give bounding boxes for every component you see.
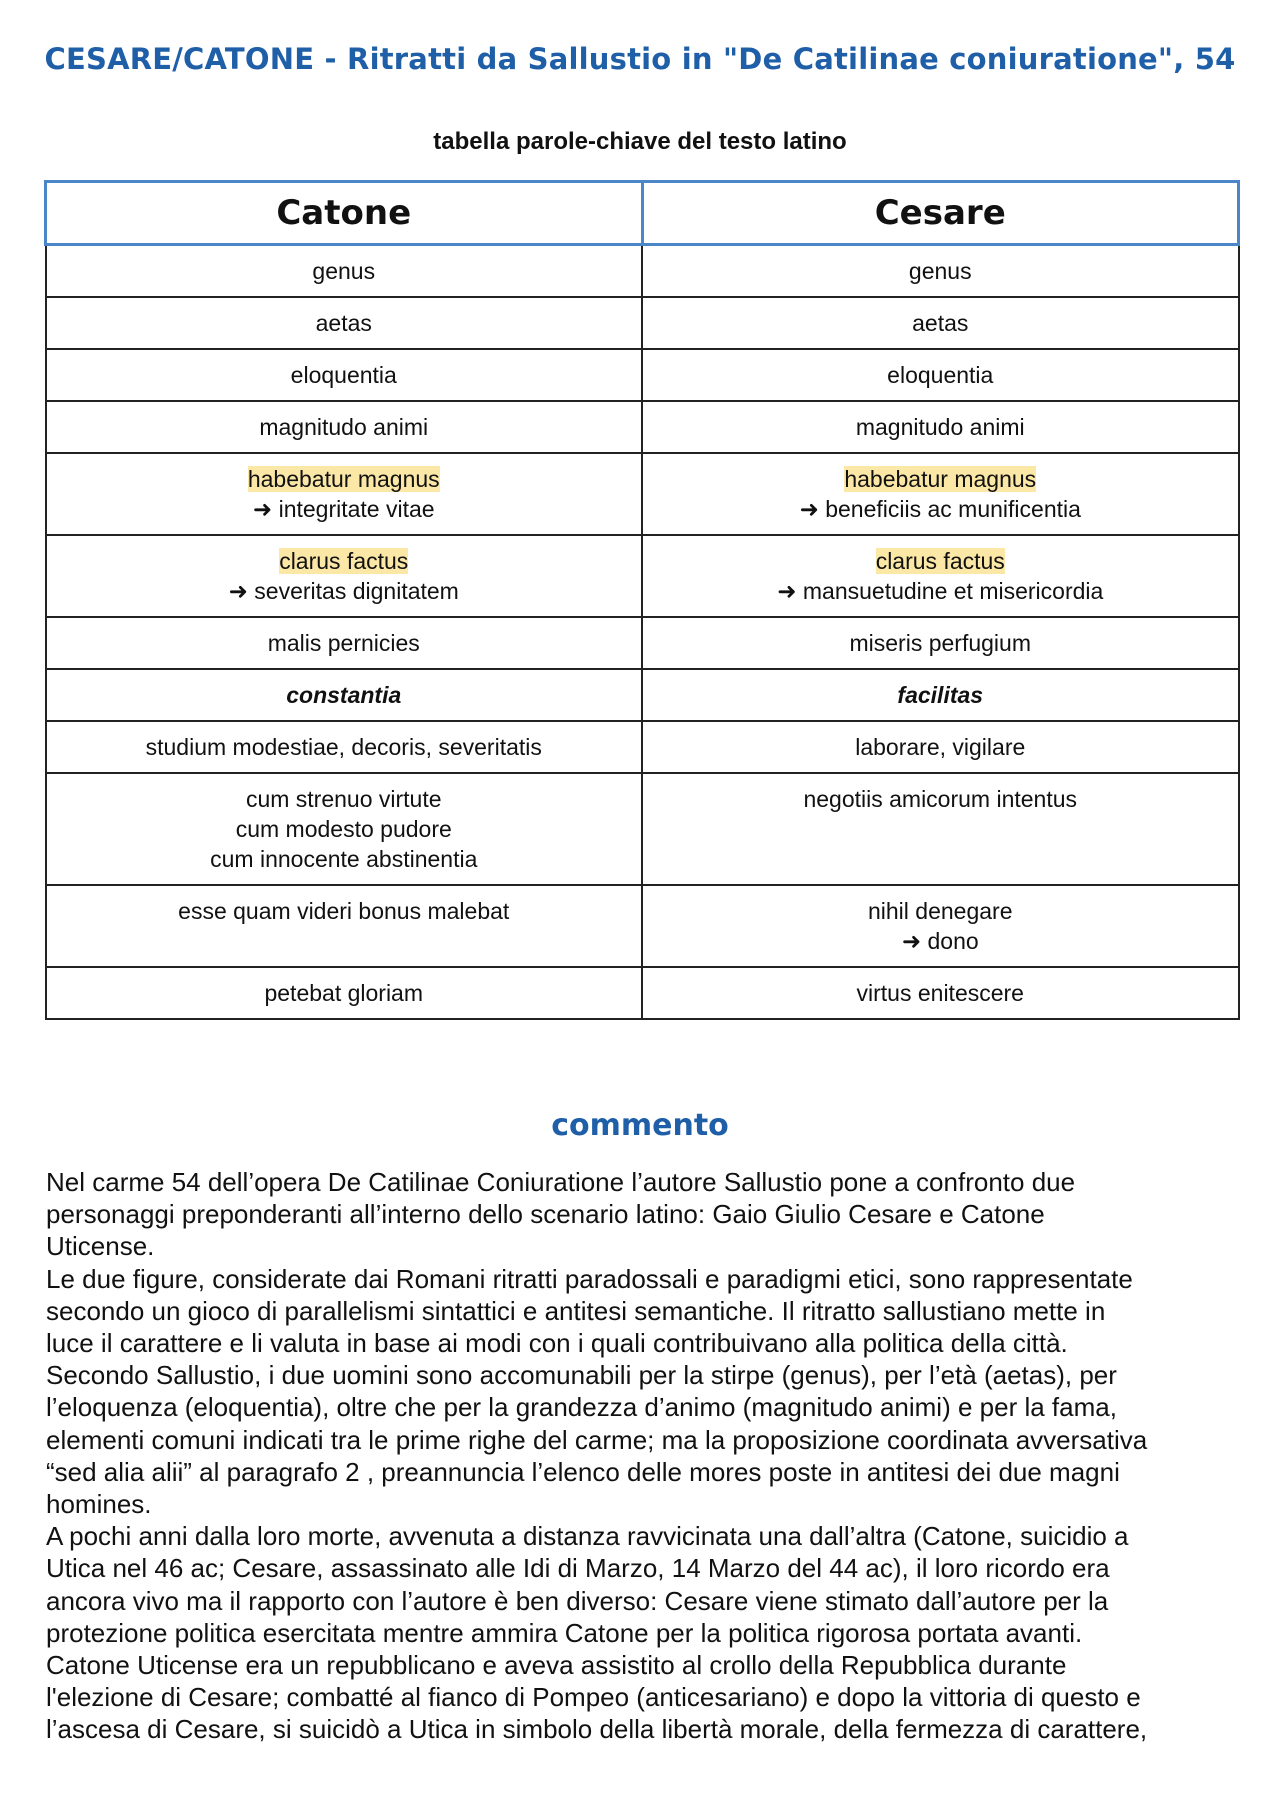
table-cell-catone	[46, 535, 643, 617]
cell-line	[55, 256, 634, 286]
cell-text: magnitudo animi	[259, 414, 429, 440]
table-row	[46, 617, 1239, 669]
cell-line	[651, 546, 1230, 576]
table-cell-cesare	[642, 245, 1239, 298]
comment-line: homines.	[46, 1489, 152, 1520]
comment-line: protezione politica esercitata mentre ammira Catone per la politica rigorosa portata avanti.	[46, 1617, 1083, 1648]
cell-text: habebatur magnus	[247, 466, 440, 492]
cell-line	[55, 494, 634, 524]
table-row	[46, 885, 1239, 967]
keywords-table	[44, 180, 1240, 1020]
table-row	[46, 535, 1239, 617]
cell-text: ➜ dono	[901, 928, 979, 954]
table-cell-catone	[46, 885, 643, 967]
cell-text: ➜ integritate vitae	[252, 496, 435, 522]
comment-line: l'elezione di Cesare; combatté al fianco di Pompeo (anticesariano) e dopo la vittoria di questo e	[46, 1682, 1141, 1713]
cell-text: eloquentia	[290, 362, 397, 388]
cell-line	[651, 308, 1230, 338]
table-row	[46, 773, 1239, 885]
cell-text: ➜ severitas dignitatem	[228, 578, 459, 604]
cell-text: cum innocente abstinentia	[210, 846, 478, 872]
table-row	[46, 967, 1239, 1019]
cell-line	[55, 814, 634, 844]
cell-text: constantia	[286, 682, 402, 708]
cell-line	[55, 896, 634, 926]
table-row	[46, 245, 1239, 298]
cell-line	[651, 412, 1230, 442]
table-cell-cesare	[642, 721, 1239, 773]
table-row	[46, 721, 1239, 773]
cell-text: clarus factus	[875, 548, 1005, 574]
comment-line: l’eloquenza (eloquentia), oltre che per la grandezza d’animo (magnitudo animi) e per la fama,	[46, 1392, 1117, 1423]
table-cell-cesare	[642, 617, 1239, 669]
cell-text: esse quam videri bonus malebat	[178, 898, 510, 924]
table-cell-cesare	[642, 535, 1239, 617]
cell-line	[651, 784, 1230, 814]
header-catone: Catone	[46, 182, 643, 245]
table-cell-cesare	[642, 349, 1239, 401]
cell-line	[651, 494, 1230, 524]
cell-line	[55, 360, 634, 390]
table-cell-catone	[46, 967, 643, 1019]
comment-line: Le due figure, considerate dai Romani ritratti paradossali e paradigmi etici, sono rappresentate	[46, 1263, 1133, 1294]
table-body	[46, 245, 1239, 1020]
cell-text: cum strenuo virtute	[245, 786, 442, 812]
cell-line	[651, 978, 1230, 1008]
table-cell-catone	[46, 721, 643, 773]
comment-line: luce il carattere e li valuta in base ai modi con i quali contribuivano alla politica della città.	[46, 1328, 1068, 1359]
table-header-row	[46, 182, 1239, 245]
comment-line: personaggi preponderanti all’interno dello scenario latino: Gaio Giulio Cesare e Catone	[46, 1199, 1045, 1230]
cell-line	[55, 308, 634, 338]
cell-text: virtus enitescere	[856, 980, 1024, 1006]
cell-text: clarus factus	[279, 548, 409, 574]
cell-line	[55, 412, 634, 442]
cell-text: studium modestiae, decoris, severitatis	[145, 734, 542, 760]
cell-line	[651, 628, 1230, 658]
cell-line	[55, 628, 634, 658]
comment-line: secondo un gioco di parallelismi sintattici e antitesi semantiche. Il ritratto sallustiano mette in	[46, 1295, 1106, 1326]
cell-text: miseris perfugium	[849, 630, 1031, 656]
cell-line	[651, 680, 1230, 710]
table-cell-catone	[46, 401, 643, 453]
cell-line	[651, 464, 1230, 494]
cell-text: petebat gloriam	[264, 980, 424, 1006]
cell-text: malis pernicies	[267, 630, 420, 656]
table-subtitle: tabella parole-chiave del testo latino	[433, 128, 847, 155]
cell-line	[55, 844, 634, 874]
table-cell-cesare	[642, 297, 1239, 349]
cell-text: negotiis amicorum intentus	[803, 786, 1078, 812]
cell-line	[651, 896, 1230, 926]
cell-line	[55, 576, 634, 606]
table-cell-cesare	[642, 773, 1239, 885]
table-cell-cesare	[642, 669, 1239, 721]
table-cell-catone	[46, 669, 643, 721]
cell-line	[651, 576, 1230, 606]
comment-line: A pochi anni dalla loro morte, avvenuta a distanza ravvicinata una dall’altra (Catone, suicidio a	[46, 1521, 1129, 1552]
cell-text: habebatur magnus	[844, 466, 1037, 492]
cell-text: eloquentia	[887, 362, 994, 388]
page-title: CESARE/CATONE - Ritratti da Sallustio in "De Catilinae coniuratione", 54	[44, 42, 1236, 76]
cell-line	[651, 926, 1230, 956]
table-cell-cesare	[642, 453, 1239, 535]
cell-line	[55, 978, 634, 1008]
table-cell-catone	[46, 297, 643, 349]
cell-text: genus	[312, 258, 376, 284]
cell-text: facilitas	[897, 682, 984, 708]
table-row	[46, 349, 1239, 401]
comment-line: Catone Uticense era un repubblicano e aveva assistito al crollo della Repubblica durante	[46, 1650, 1067, 1681]
table-cell-cesare	[642, 885, 1239, 967]
comment-line: Utica nel 46 ac; Cesare, assassinato alle Idi di Marzo, 14 Marzo del 44 ac), il loro ricordo era	[46, 1553, 1110, 1584]
comment-line: Secondo Sallustio, i due uomini sono accomunabili per la stirpe (genus), per l’età (aetas), per	[46, 1360, 1117, 1391]
table-cell-catone	[46, 349, 643, 401]
cell-line	[55, 732, 634, 762]
table-cell-catone	[46, 773, 643, 885]
comment-title: commento	[551, 1108, 729, 1143]
cell-line	[55, 546, 634, 576]
cell-line	[55, 464, 634, 494]
cell-line	[651, 360, 1230, 390]
table-cell-catone	[46, 245, 643, 298]
table-row	[46, 401, 1239, 453]
cell-text: ➜ mansuetudine et misericordia	[777, 578, 1104, 604]
cell-line	[651, 732, 1230, 762]
header-cesare: Cesare	[642, 182, 1239, 245]
table-cell-cesare	[642, 967, 1239, 1019]
comment-line: ancora vivo ma il rapporto con l’autore è ben diverso: Cesare viene stimato dall’autore per la	[46, 1585, 1109, 1616]
comment-body	[46, 1166, 1246, 1746]
table-cell-catone	[46, 453, 643, 535]
cell-text: magnitudo animi	[855, 414, 1025, 440]
table-cell-cesare	[642, 401, 1239, 453]
table-row	[46, 453, 1239, 535]
cell-text: aetas	[315, 310, 372, 336]
cell-line	[651, 256, 1230, 286]
table-cell-catone	[46, 617, 643, 669]
cell-text: nihil denegare	[867, 898, 1013, 924]
cell-text: aetas	[912, 310, 969, 336]
table-row	[46, 669, 1239, 721]
comment-line: Uticense.	[46, 1231, 155, 1262]
cell-text: ➜ beneficiis ac munificentia	[799, 496, 1081, 522]
cell-text: cum modesto pudore	[235, 816, 452, 842]
comment-line: l’ascesa di Cesare, si suicidò a Utica in simbolo della libertà morale, della fermezza di carattere,	[46, 1714, 1148, 1745]
cell-text: genus	[908, 258, 972, 284]
cell-line	[55, 784, 634, 814]
comment-line: Nel carme 54 dell’opera De Catilinae Coniuratione l’autore Sallustio pone a confronto due	[46, 1167, 1076, 1197]
cell-line	[55, 680, 634, 710]
comment-line: elementi comuni indicati tra le prime righe del carme; ma la proposizione coordinata avversativa	[46, 1424, 1148, 1455]
table-row	[46, 297, 1239, 349]
comment-line: “sed alia alii” al paragrafo 2 , preannuncia l’elenco delle mores poste in antitesi dei due magni	[46, 1456, 1120, 1487]
cell-text: laborare, vigilare	[855, 734, 1026, 760]
